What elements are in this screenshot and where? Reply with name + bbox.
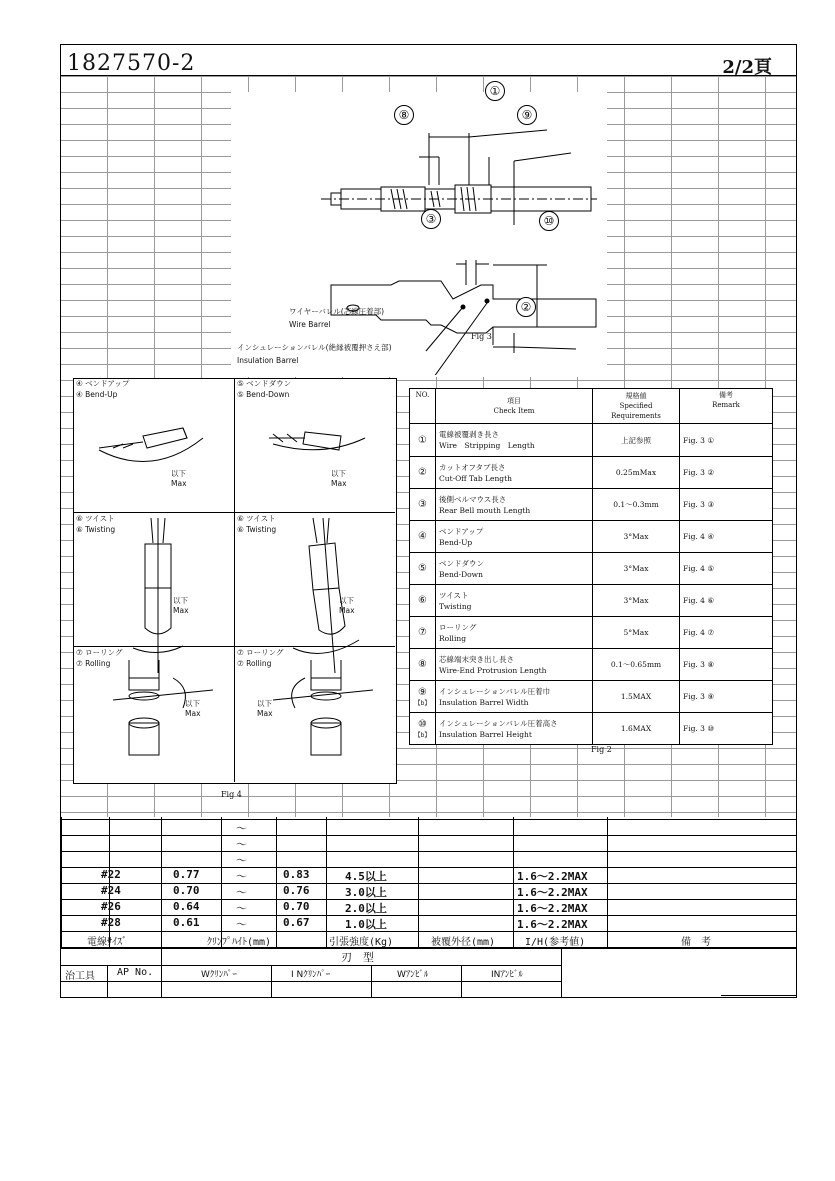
check-spec: 5°Max: [593, 617, 680, 649]
check-row: [410, 553, 773, 585]
part-number: 1827570-2: [67, 51, 196, 76]
crimp-col-line: [796, 817, 797, 947]
check-no-value: ③: [418, 499, 427, 510]
crimp-max: 0.76: [283, 884, 310, 897]
panel-bend-down-limit-jp: 以下: [331, 469, 346, 478]
check-item-jp: ベンドダウン: [439, 558, 484, 568]
marker-2: ②: [516, 297, 536, 317]
crimp-row: [61, 867, 796, 883]
crimp-size: #26: [101, 900, 121, 913]
panel-twist-b-title-en: ⑥ Twisting: [237, 525, 277, 534]
check-remark: Fig. 4 ⑦: [680, 617, 773, 649]
check-item: [436, 457, 593, 489]
header-remark-en: Remark: [712, 401, 740, 409]
check-spec: 1.5MAX: [593, 681, 680, 713]
header-wire-size: 電線ｻｲｽﾞ: [87, 937, 127, 948]
check-no: [410, 585, 436, 617]
check-item-jp: ツイスト: [439, 590, 469, 600]
w-anvil-label: Wｱﾝﾋﾞﾙ: [397, 970, 429, 980]
header-crimp-height: ｸﾘﾝﾌﾟﾊｲﾄ(mm): [207, 937, 272, 948]
wire-barrel-label-jp: ワイヤーバレル(芯線圧着部): [289, 307, 385, 316]
check-no-value: ⑥: [418, 595, 427, 606]
check-spec: 3°Max: [593, 585, 680, 617]
check-item: [436, 617, 593, 649]
crimp-tilde: ～: [236, 886, 247, 899]
tooling-top-line: [61, 948, 796, 949]
check-table-header: [410, 389, 773, 424]
check-no: [410, 489, 436, 521]
marker-3: ③: [421, 209, 441, 229]
panel-bend-up-title-en: ④ Bend-Up: [76, 390, 118, 399]
check-no: [410, 424, 436, 457]
panel-roll-a-limit-jp: 以下: [185, 699, 200, 708]
tooling-vline-3: [107, 965, 108, 998]
fig4-caption: Fig 4: [221, 790, 242, 799]
header-remark: 備 考: [681, 937, 711, 948]
check-no: [410, 521, 436, 553]
check-row: [410, 457, 773, 489]
tooling-vline-5: [371, 965, 372, 998]
check-item-en: Insulation Barrel Height: [439, 729, 532, 739]
check-no-sub: 【b】: [414, 699, 431, 707]
check-remark: Fig. 3 ⑩: [680, 713, 773, 745]
marker-10: ⑩: [539, 211, 559, 231]
check-item: [436, 585, 593, 617]
check-row: [410, 617, 773, 649]
crimp-header-row: [61, 931, 796, 947]
panel-twist-a-title-en: ⑥ Twisting: [76, 525, 116, 534]
check-table: [409, 388, 773, 745]
header-spec-jp: 規格値: [625, 392, 647, 400]
crimp-row: [61, 835, 796, 851]
crimp-tensile: 2.0以上: [345, 902, 387, 915]
check-no: [410, 457, 436, 489]
check-no-value: ⑩: [418, 718, 427, 730]
check-no-value: ①: [418, 434, 427, 446]
check-item-en: Wire Stripping Length: [439, 441, 535, 450]
check-no-value: ②: [418, 467, 427, 478]
check-no: [410, 649, 436, 681]
crimp-ih: 1.6～2.2MAX: [517, 870, 588, 883]
check-row: [410, 424, 773, 457]
panel-roll-b-title-jp: ⑦ ローリング: [237, 648, 284, 657]
drawing-sheet: [60, 44, 797, 998]
crimp-table: [61, 817, 796, 947]
die-title: 刃 型: [341, 951, 374, 964]
header-spec-en2: Requirements: [611, 412, 661, 420]
tooling-end-line: [721, 995, 797, 996]
marker-1: ①: [485, 81, 505, 101]
check-item: [436, 424, 593, 457]
check-item-en: Insulation Barrel Width: [439, 697, 529, 707]
check-remark: Fig. 4 ④: [680, 521, 773, 553]
check-remark: Fig. 4 ⑤: [680, 553, 773, 585]
crimp-tensile: 3.0以上: [345, 886, 387, 899]
crimp-max: 0.67: [283, 916, 310, 929]
check-item-jp: ローリング: [439, 622, 477, 632]
crimp-tilde: ～: [236, 822, 247, 835]
header-item-jp: 項目: [507, 397, 521, 405]
check-no-value: ⑦: [418, 627, 427, 638]
crimp-min: 0.77: [173, 868, 200, 881]
panel-twist-a-title-jp: ⑥ ツイスト: [76, 514, 115, 523]
panel-twist-b-limit-jp: 以下: [339, 596, 354, 605]
check-remark: Fig. 4 ⑥: [680, 585, 773, 617]
tooling-bottom-line: [61, 981, 561, 982]
panel-bend-down-title-jp: ⑤ ベンドダウン: [237, 379, 292, 388]
check-no: [410, 617, 436, 649]
tooling-vline-1: [161, 948, 162, 998]
crimp-row: [61, 915, 796, 931]
in-anvil-label: INｱﾝﾋﾞﾙ: [491, 970, 523, 980]
check-row: [410, 585, 773, 617]
header-item-en: Check Item: [493, 407, 535, 415]
jig-label: 治工具: [65, 971, 95, 982]
crimp-tensile: 1.0以上: [345, 918, 387, 931]
header-item: [436, 389, 593, 424]
header-no: NO.: [410, 389, 436, 424]
check-item-jp: インシュレーションバレル圧着巾: [439, 686, 551, 696]
check-no: [410, 681, 436, 713]
check-item-en: Rear Bell mouth Length: [439, 505, 531, 515]
crimp-tilde: ～: [236, 902, 247, 915]
check-item: [436, 713, 593, 745]
check-item-jp: ベンドアップ: [439, 526, 484, 536]
panel-twist-a-limit-jp: 以下: [173, 596, 188, 605]
crimp-size: #24: [101, 884, 121, 897]
header-tensile: 引張強度(Kg): [329, 937, 394, 948]
check-item-en: Rolling: [439, 633, 466, 643]
panel-roll-a-limit-en: Max: [185, 709, 201, 718]
header-ih: I/H(参考値): [525, 937, 586, 948]
check-item-en: Bend-Up: [439, 537, 473, 547]
check-item-jp: 芯線端末突き出し長さ: [439, 654, 514, 664]
check-item-en: Cut-Off Tab Length: [439, 473, 512, 483]
crimp-tilde: ～: [236, 870, 247, 883]
crimp-ih: 1.6～2.2MAX: [517, 886, 588, 899]
check-item-jp: カットオフタブ長さ: [439, 462, 506, 472]
crimp-size: #28: [101, 916, 121, 929]
crimp-ih: 1.6～2.2MAX: [517, 902, 588, 915]
crimp-min: 0.64: [173, 900, 200, 913]
check-no-value: ⑧: [418, 659, 427, 670]
crimp-row: [61, 851, 796, 867]
header-od: 被覆外径(mm): [431, 937, 496, 948]
check-item: [436, 489, 593, 521]
marker-8: ⑧: [394, 105, 414, 125]
panel-twist-b-title-jp: ⑥ ツイスト: [237, 514, 276, 523]
fig4-drawings: [73, 378, 395, 782]
check-row: [410, 681, 773, 713]
check-row: [410, 649, 773, 681]
insulation-barrel-label-jp: インシュレーションバレル(絶縁被覆押さえ部): [237, 343, 392, 352]
header-remark-jp: 備考: [719, 391, 733, 399]
crimp-size: #22: [101, 868, 121, 881]
crimp-row: [61, 883, 796, 899]
crimp-tilde: ～: [236, 918, 247, 931]
crimp-tilde: ～: [236, 838, 247, 851]
wire-barrel-label-en: Wire Barrel: [289, 320, 331, 329]
crimp-tilde: ～: [236, 854, 247, 867]
ap-no-label: AP No.: [117, 967, 154, 978]
panel-bend-down-title-en: ⑤ Bend-Down: [237, 390, 290, 399]
tooling-vline-2: [561, 948, 562, 998]
crimp-min: 0.61: [173, 916, 200, 929]
check-remark: Fig. 3 ⑨: [680, 681, 773, 713]
crimp-tensile: 4.5以上: [345, 870, 387, 883]
check-spec: 3°Max: [593, 521, 680, 553]
check-spec: 上記参照: [593, 424, 680, 457]
check-row: [410, 521, 773, 553]
check-remark: Fig. 3 ⑧: [680, 649, 773, 681]
panel-roll-b-title-en: ⑦ Rolling: [237, 659, 272, 668]
check-no-value: ⑨: [418, 686, 427, 698]
crimp-row: [61, 819, 796, 835]
check-row: [410, 713, 773, 745]
check-item-jp: 電線被覆剥き長さ: [439, 430, 499, 439]
in-crimper-label: I Nｸﾘﾝﾊﾟｰ: [291, 970, 331, 980]
header-spec-en1: Specified: [619, 402, 653, 410]
check-item-en: Bend-Down: [439, 569, 483, 579]
check-item: [436, 521, 593, 553]
crimp-max: 0.70: [283, 900, 310, 913]
header-spec: [593, 389, 680, 424]
check-item-en: Wire-End Protrusion Length: [439, 665, 547, 675]
crimp-row: [61, 899, 796, 915]
check-no-value: ④: [418, 531, 427, 542]
check-no-sub: 【b】: [414, 731, 431, 739]
panel-roll-a-title-jp: ⑦ ローリング: [76, 648, 123, 657]
check-item: [436, 681, 593, 713]
check-spec: 3°Max: [593, 553, 680, 585]
check-item-jp: 後側ベルマウス長さ: [439, 494, 507, 504]
check-item: [436, 649, 593, 681]
crimp-ih: 1.6～2.2MAX: [517, 918, 588, 931]
check-no: [410, 553, 436, 585]
check-row: [410, 489, 773, 521]
w-crimper-label: Wｸﾘﾝﾊﾟｰ: [201, 970, 237, 980]
panel-bend-up-title-jp: ④ ベンドアップ: [76, 379, 130, 388]
fig3-caption: Fig 3: [471, 332, 492, 341]
header-remark: [680, 389, 773, 424]
check-item: [436, 553, 593, 585]
panel-bend-up-limit-jp: 以下: [171, 469, 186, 478]
tooling-vline-4: [271, 965, 272, 998]
check-item-jp: インシュレーションバレル圧着高さ: [439, 718, 558, 728]
panel-twist-b-limit-en: Max: [339, 606, 355, 615]
check-no-value: ⑤: [418, 563, 427, 574]
page-number: 2/2頁: [722, 57, 772, 78]
check-remark: Fig. 3 ①: [680, 424, 773, 457]
crimp-max: 0.83: [283, 868, 310, 881]
tooling-mid-line: [61, 965, 561, 966]
check-item-en: Twisting: [439, 601, 472, 611]
check-spec: 1.6MAX: [593, 713, 680, 745]
fig2-caption: Fig 2: [591, 745, 612, 754]
check-remark: Fig. 3 ③: [680, 489, 773, 521]
crimp-min: 0.70: [173, 884, 200, 897]
panel-bend-up-limit-en: Max: [171, 479, 187, 488]
panel-twist-a-limit-en: Max: [173, 606, 189, 615]
panel-roll-b-limit-jp: 以下: [257, 699, 272, 708]
panel-roll-a-title-en: ⑦ Rolling: [76, 659, 111, 668]
check-remark: Fig. 3 ②: [680, 457, 773, 489]
check-spec: 0.1～0.3mm: [593, 489, 680, 521]
check-spec: 0.1～0.65mm: [593, 649, 680, 681]
tooling-vline-6: [461, 965, 462, 998]
panel-bend-down-limit-en: Max: [331, 479, 347, 488]
marker-9: ⑨: [517, 105, 537, 125]
check-no: [410, 713, 436, 745]
check-spec: 0.25mMax: [593, 457, 680, 489]
panel-roll-b-limit-en: Max: [257, 709, 273, 718]
insulation-barrel-label-en: Insulation Barrel: [237, 356, 299, 365]
